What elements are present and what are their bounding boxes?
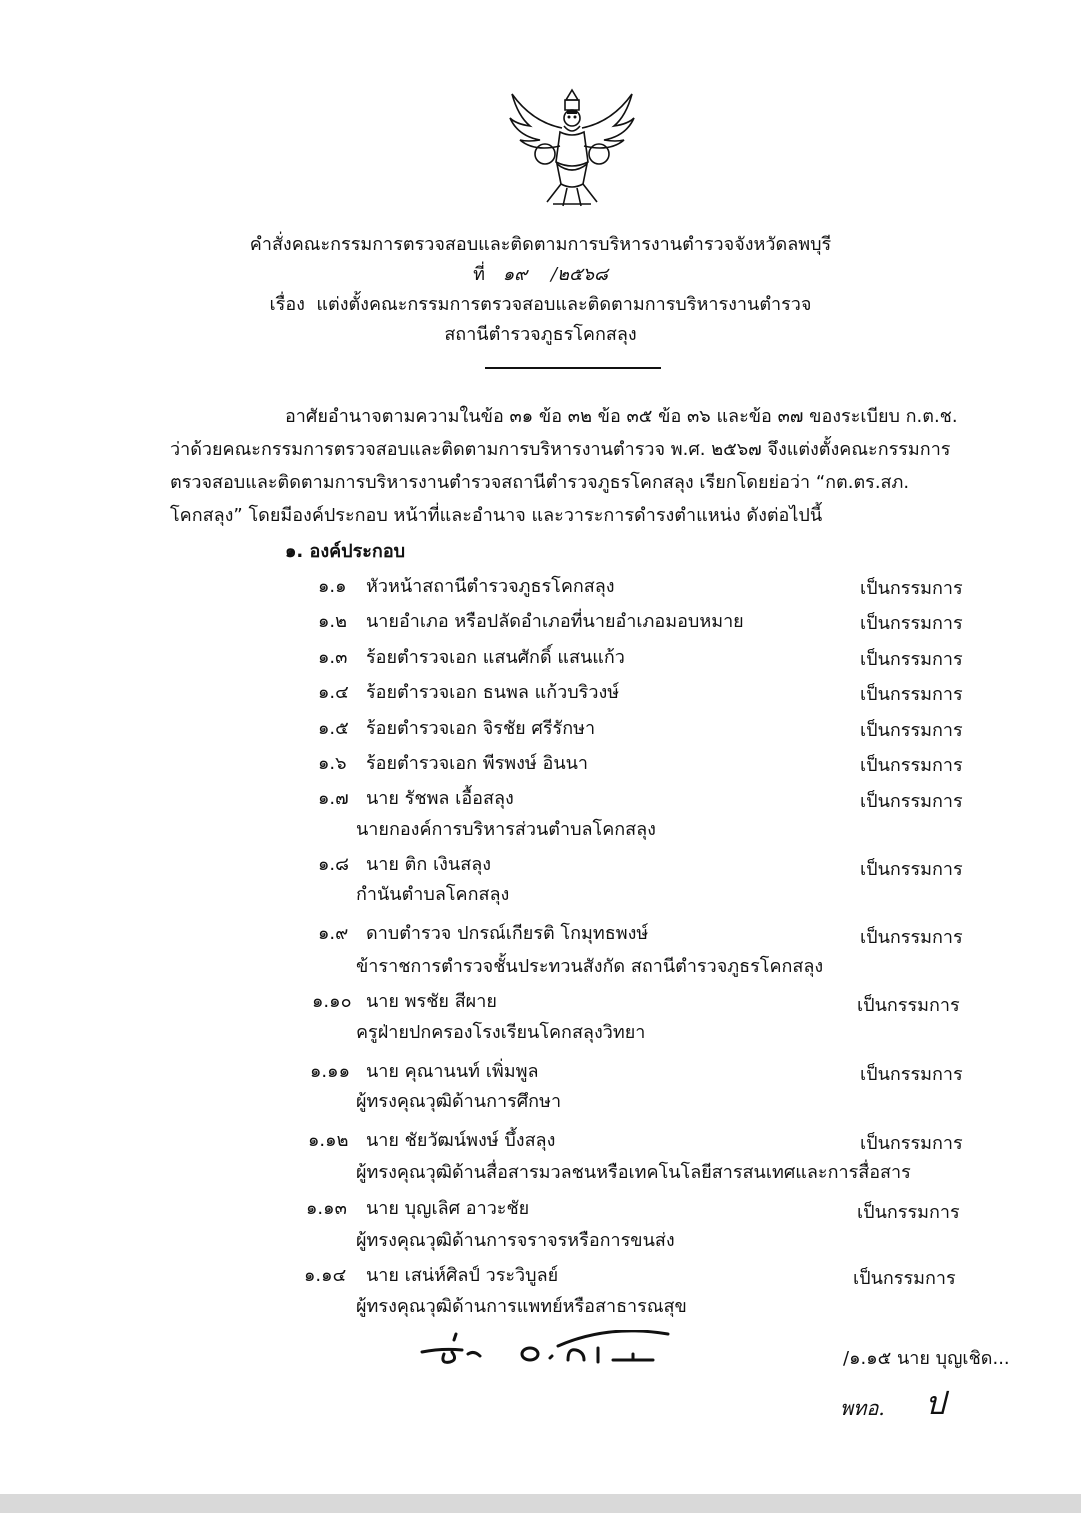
member-name: นาย บุญเลิศ อาวะชัย — [366, 1198, 530, 1219]
order-year: /๒๕๖๘ — [551, 264, 608, 285]
handwritten-signature — [418, 1330, 678, 1375]
member-role: เป็นกรรมการ — [860, 1133, 963, 1154]
member-detail: ผู้ทรงคุณวุฒิด้านสื่อสารมวลชนหรือเทคโนโลยีสารสนเทศและการสื่อสาร — [356, 1162, 911, 1183]
member-number: ๑.๔ — [318, 682, 349, 703]
member-role: เป็นกรรมการ — [860, 684, 963, 705]
subject-line-2: สถานีตำรวจภูธรโคกสลุง — [444, 324, 637, 345]
member-detail: ผู้ทรงคุณวุฒิด้านการศึกษา — [356, 1091, 562, 1112]
member-name: นาย คุณานนท์ เพิ่มพูล — [366, 1061, 539, 1082]
member-role: เป็นกรรมการ — [860, 755, 963, 776]
member-role: เป็นกรรมการ — [860, 791, 963, 812]
member-name: นายอำเภอ หรือปลัดอำเภอที่นายอำเภอมอบหมาย — [366, 611, 744, 632]
paragraph-line: ตรวจสอบและติดตามการบริหารงานตำรวจสถานีตำรวจภูธรโคกสลุง เรียกโดยย่อว่า “กต.ตร.สภ. — [170, 472, 910, 493]
member-role: เป็นกรรมการ — [860, 859, 963, 880]
initials-mark: ป — [925, 1384, 946, 1422]
member-name: หัวหน้าสถานีตำรวจภูธรโคกสลุง — [366, 576, 615, 597]
member-detail: ผู้ทรงคุณวุฒิด้านการแพทย์หรือสาธารณสุข — [356, 1296, 687, 1317]
member-name: ดาบตำรวจ ปกรณ์เกียรติ โกมุทธพงษ์ — [366, 923, 649, 944]
member-name: นาย ติก เงินสลุง — [366, 854, 492, 875]
section-heading: ๑. องค์ประกอบ — [285, 541, 406, 562]
continuation-note: /๑.๑๕ นาย บุญเชิด... — [843, 1348, 1010, 1369]
paragraph-line: ว่าด้วยคณะกรรมการตรวจสอบและติดตามการบริหารงานตำรวจ พ.ศ. ๒๕๖๗ จึงแต่งตั้งคณะกรรมการ — [170, 439, 951, 460]
member-role: เป็นกรรมการ — [853, 1268, 956, 1289]
member-name: นาย เสน่ห์ศิลป์ วระวิบูลย์ — [366, 1265, 559, 1286]
header-divider — [485, 367, 661, 369]
member-role: เป็นกรรมการ — [860, 927, 963, 948]
member-role: เป็นกรรมการ — [857, 1202, 960, 1223]
member-number: ๑.๑๓ — [306, 1198, 347, 1219]
member-name: นาย พรชัย สีผาย — [366, 991, 497, 1012]
member-role: เป็นกรรมการ — [860, 1064, 963, 1085]
member-name: ร้อยตำรวจเอก ธนพล แก้วบริวงษ์ — [366, 682, 620, 703]
member-number: ๑.๑ — [318, 576, 347, 597]
member-detail: ครูฝ่ายปกครองโรงเรียนโคกสลุงวิทยา — [356, 1022, 646, 1043]
member-role: เป็นกรรมการ — [860, 649, 963, 670]
member-number: ๑.๑๐ — [312, 991, 352, 1012]
member-name: นาย ชัยวัฒน์พงษ์ บึ้งสลุง — [366, 1130, 556, 1151]
order-number-label: ที่ — [473, 264, 485, 285]
member-number: ๑.๓ — [318, 647, 348, 668]
subject-label: เรื่อง — [269, 294, 305, 315]
member-number: ๑.๘ — [318, 854, 350, 875]
member-number: ๑.๖ — [318, 753, 347, 774]
scan-edge — [0, 1494, 1081, 1513]
order-number: ๑๙ — [502, 264, 528, 285]
member-number: ๑.๒ — [318, 611, 348, 632]
member-detail: นายกองค์การบริหารส่วนตำบลโคกสลุง — [356, 819, 656, 840]
member-number: ๑.๕ — [318, 718, 349, 739]
paragraph-line: อาศัยอำนาจตามความในข้อ ๓๑ ข้อ ๓๒ ข้อ ๓๕ ข้อ ๓๖ และข้อ ๓๗ ของระเบียบ ก.ต.ช. — [285, 406, 958, 427]
garuda-emblem — [505, 84, 640, 212]
member-number: ๑.๗ — [318, 788, 349, 809]
subject-line — [0, 289, 1081, 318]
member-number: ๑.๑๒ — [308, 1130, 349, 1151]
member-role: เป็นกรรมการ — [860, 720, 963, 741]
subject-text: แต่งตั้งคณะกรรมการตรวจสอบและติดตามการบริหารงานตำรวจ — [316, 294, 812, 315]
member-number: ๑.๑๔ — [304, 1265, 347, 1286]
member-detail: ข้าราชการตำรวจชั้นประทวนสังกัด สถานีตำรวจภูธรโคกสลุง — [356, 956, 824, 977]
member-name: นาย รัชพล เอื้อสลุง — [366, 788, 514, 809]
member-detail: ผู้ทรงคุณวุฒิด้านการจราจรหรือการขนส่ง — [356, 1230, 675, 1251]
member-number: ๑.๑๑ — [310, 1061, 350, 1082]
member-role: เป็นกรรมการ — [860, 613, 963, 634]
member-name: ร้อยตำรวจเอก แสนศักดิ์ แสนแก้ว — [366, 647, 625, 668]
order-title: คำสั่งคณะกรรมการตรวจสอบและติดตามการบริหารงานตำรวจจังหวัดลพบุรี — [249, 234, 832, 255]
paragraph-line: โคกสลุง” โดยมีองค์ประกอบ หน้าที่และอำนาจ และวาระการดำรงตำแหน่ง ดังต่อไปนี้ — [170, 505, 823, 526]
initials: พทอ. — [840, 1396, 885, 1420]
member-name: ร้อยตำรวจเอก พีรพงษ์ อินนา — [366, 753, 589, 774]
member-name: ร้อยตำรวจเอก จิรชัย ศรีรักษา — [366, 718, 596, 739]
member-detail: กำนันตำบลโคกสลุง — [356, 884, 510, 905]
order-number-line — [0, 259, 1081, 288]
member-role: เป็นกรรมการ — [860, 578, 963, 599]
member-number: ๑.๙ — [318, 923, 349, 944]
member-role: เป็นกรรมการ — [857, 995, 960, 1016]
